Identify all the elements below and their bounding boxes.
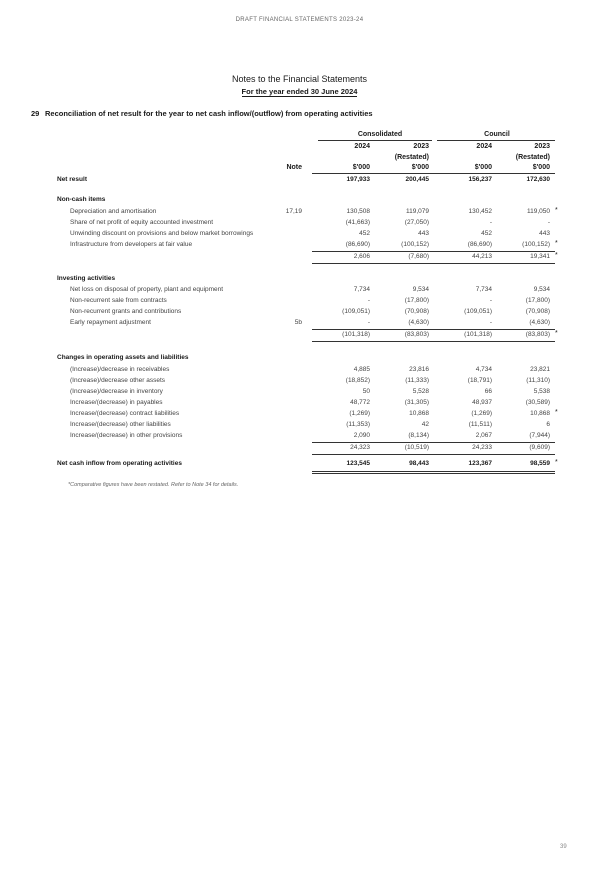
row-c4: (4,630) [529,319,550,326]
page-title: Notes to the Financial Statements [231,74,368,84]
total-rule-1 [312,471,555,472]
net-result-c3: 156,237 [468,176,492,183]
row-c2: 119,079 [405,208,429,215]
row-c3: - [489,297,492,304]
subtotal-c3: (101,318) [464,331,492,338]
row-c2: 443 [418,230,429,237]
header-underline [312,173,555,174]
row-label: Non-recurrent sale from contracts [70,297,167,304]
table-row [0,388,599,398]
section-heading [31,109,373,118]
row-c4: 10,868 [530,410,550,417]
table-row [0,219,599,229]
row-c4: 9,534 [533,286,550,293]
row-c4: (7,944) [529,432,550,439]
row-c2: 10,868 [409,410,429,417]
group-consolidated: Consolidated [357,131,403,138]
subtotal-bottom-rule [312,454,555,455]
row-c1: 48,772 [350,399,370,406]
row-label: Share of net profit of equity accounted investment [70,219,214,226]
col2-year: 2023 [413,143,429,150]
subtotal-c3: 44,213 [472,253,492,260]
row-label: Increase/(decrease) in payables [70,399,163,406]
row-c3: (109,051) [464,308,492,315]
row-c1: 2,090 [353,432,370,439]
row-label: Increase/(decrease) contract liabilities [70,410,180,417]
row-label: Depreciation and amortisation [70,208,157,215]
row-c2: (17,800) [404,297,429,304]
row-c2: (8,134) [408,432,429,439]
investing-heading-row [0,275,599,285]
row-note: 5b [294,319,302,326]
row-c1: 7,734 [353,286,370,293]
subtotal-bottom-rule [312,341,555,342]
row-label: Non-recurrent grants and contributions [70,308,182,315]
row-c1: - [367,297,370,304]
footnote: *Comparative figures have been restated. Refer to Note 34 for details. [68,482,239,488]
row-c3: (11,511) [468,421,492,428]
row-label: (Increase)/decrease other assets [70,377,166,384]
table-row [0,308,599,318]
subtotal-row [0,253,599,263]
col1-year: 2024 [354,143,370,150]
subtotal-c2: (7,680) [408,253,429,260]
row-label: Net loss on disposal of property, plant and equipment [70,286,224,293]
total-rule-2 [312,473,555,474]
table-row [0,399,599,409]
subtotal-c1: 2,606 [353,253,370,260]
page-number: 39 [560,844,567,850]
non-cash-heading-row [0,196,599,206]
row-c4: - [547,219,550,226]
row-label: (Increase)/decrease in receivables [70,366,170,373]
table-row [0,366,599,376]
group-council: Council [484,131,510,138]
row-label: (Increase)/decrease in inventory [70,388,163,395]
subtotal-c4: 19,341 [530,253,550,260]
net-cash-c4: 98,559 [530,460,550,467]
table-row [0,208,599,218]
changes-heading-row [0,354,599,364]
row-c4: 443 [539,230,550,237]
row-c1: (41,663) [345,219,370,226]
table-row [0,410,599,420]
net-cash-c2: 98,443 [409,460,429,467]
table-row [0,377,599,387]
col4-restated: (Restated) [515,154,550,161]
col3-year: 2024 [476,143,492,150]
net-cash-c3: 123,367 [468,460,492,467]
table-row [0,421,599,431]
row-c4: (70,908) [525,308,550,315]
row-c1: (1,269) [349,410,370,417]
restated-marker: * [555,240,558,247]
subtotal-c2: (83,803) [404,331,429,338]
row-label: Unwinding discount on provisions and below market borrowings [70,230,254,237]
row-c3: (86,690) [467,241,492,248]
row-c4: (30,589) [525,399,550,406]
row-c1: - [367,319,370,326]
page-subtitle [0,87,599,96]
table-row [0,297,599,307]
subtotal-c3: 24,233 [472,444,492,451]
row-c3: 4,734 [475,366,492,373]
row-label: Increase/(decrease) other liabilities [70,421,171,428]
row-c3: (18,791) [467,377,492,384]
subtotal-top-rule [312,329,555,330]
net-result-row [0,176,599,186]
row-c1: 4,885 [353,366,370,373]
row-c1: (11,353) [346,421,370,428]
restated-marker: * [555,330,558,337]
subtotal-row [0,331,599,341]
row-c2: (27,050) [404,219,429,226]
table-row [0,432,599,442]
row-label: Increase/(decrease) in other provisions [70,432,183,439]
col-note-header: Note [286,164,302,171]
restated-marker: * [555,409,558,416]
col2-restated: (Restated) [394,154,429,161]
row-c4: (17,800) [525,297,550,304]
col2-unit: $'000 [411,164,429,171]
row-label: Infrastructure from developers at fair value [70,241,193,248]
restated-marker: * [555,207,558,214]
subtotal-bottom-rule [312,263,555,264]
subtotal-top-rule [312,251,555,252]
row-c3: - [489,319,492,326]
subtotal-c1: (101,318) [342,331,370,338]
row-c3: 2,067 [475,432,492,439]
table-row [0,286,599,296]
investing-heading: Investing activities [57,275,116,282]
row-c2: (31,305) [404,399,429,406]
subtotal-row [0,444,599,454]
restated-marker: * [555,252,558,259]
row-c4: 119,050 [526,208,550,215]
net-cash-row [0,460,599,470]
col1-unit: $'000 [352,164,370,171]
row-c2: (4,630) [408,319,429,326]
net-result-label: Net result [57,176,87,183]
row-c3: 66 [484,388,492,395]
restated-marker: * [555,459,558,466]
table-row [0,319,599,329]
col4-year: 2023 [534,143,550,150]
row-c4: (11,310) [526,377,550,384]
section-number: 29 [31,109,40,118]
section-title: Reconciliation of net result for the year to net cash inflow/(outflow) from operating activities [45,109,373,118]
row-c2: (11,333) [405,377,429,384]
row-c1: (109,051) [342,308,370,315]
row-c4: 6 [546,421,550,428]
table-row [0,241,599,251]
row-c3: 452 [481,230,492,237]
subtitle-text: For the year ended 30 June 2024 [241,87,358,96]
row-c3: 7,734 [475,286,492,293]
row-c1: 50 [362,388,370,395]
subtotal-c2: (10,519) [404,444,429,451]
row-c1: 130,508 [346,208,370,215]
draft-header: DRAFT FINANCIAL STATEMENTS 2023-24 [235,17,364,23]
non-cash-heading: Non-cash items [57,196,106,203]
net-result-c4: 172,630 [526,176,550,183]
row-c3: - [489,219,492,226]
row-c3: 130,452 [468,208,492,215]
row-c1: (18,852) [345,377,370,384]
row-c3: (1,269) [471,410,492,417]
row-c2: 42 [421,421,429,428]
row-note: 17,19 [285,208,302,215]
subtotal-c4: (9,609) [529,444,550,451]
row-c2: 23,816 [409,366,429,373]
row-label: Early repayment adjustment [70,319,151,326]
row-c2: 9,534 [412,286,429,293]
changes-heading: Changes in operating assets and liabilities [57,354,189,361]
subtotal-c4: (83,803) [525,331,550,338]
row-c4: (100,152) [522,241,550,248]
subtotal-c1: 24,323 [350,444,370,451]
row-c1: (86,690) [345,241,370,248]
subtotal-top-rule [312,442,555,443]
group-council-rule [437,140,555,141]
group-consolidated-rule [318,140,432,141]
row-c2: (70,908) [404,308,429,315]
col3-unit: $'000 [474,164,492,171]
net-result-c2: 200,445 [405,176,429,183]
row-c3: 48,937 [472,399,492,406]
row-c2: (100,152) [401,241,429,248]
net-cash-c1: 123,545 [346,460,370,467]
row-c4: 5,538 [533,388,550,395]
col4-unit: $'000 [532,164,550,171]
net-result-c1: 197,933 [346,176,370,183]
row-c1: 452 [359,230,370,237]
row-c4: 23,821 [530,366,550,373]
net-cash-label: Net cash inflow from operating activities [57,460,182,467]
row-c2: 5,528 [412,388,429,395]
table-row [0,230,599,240]
